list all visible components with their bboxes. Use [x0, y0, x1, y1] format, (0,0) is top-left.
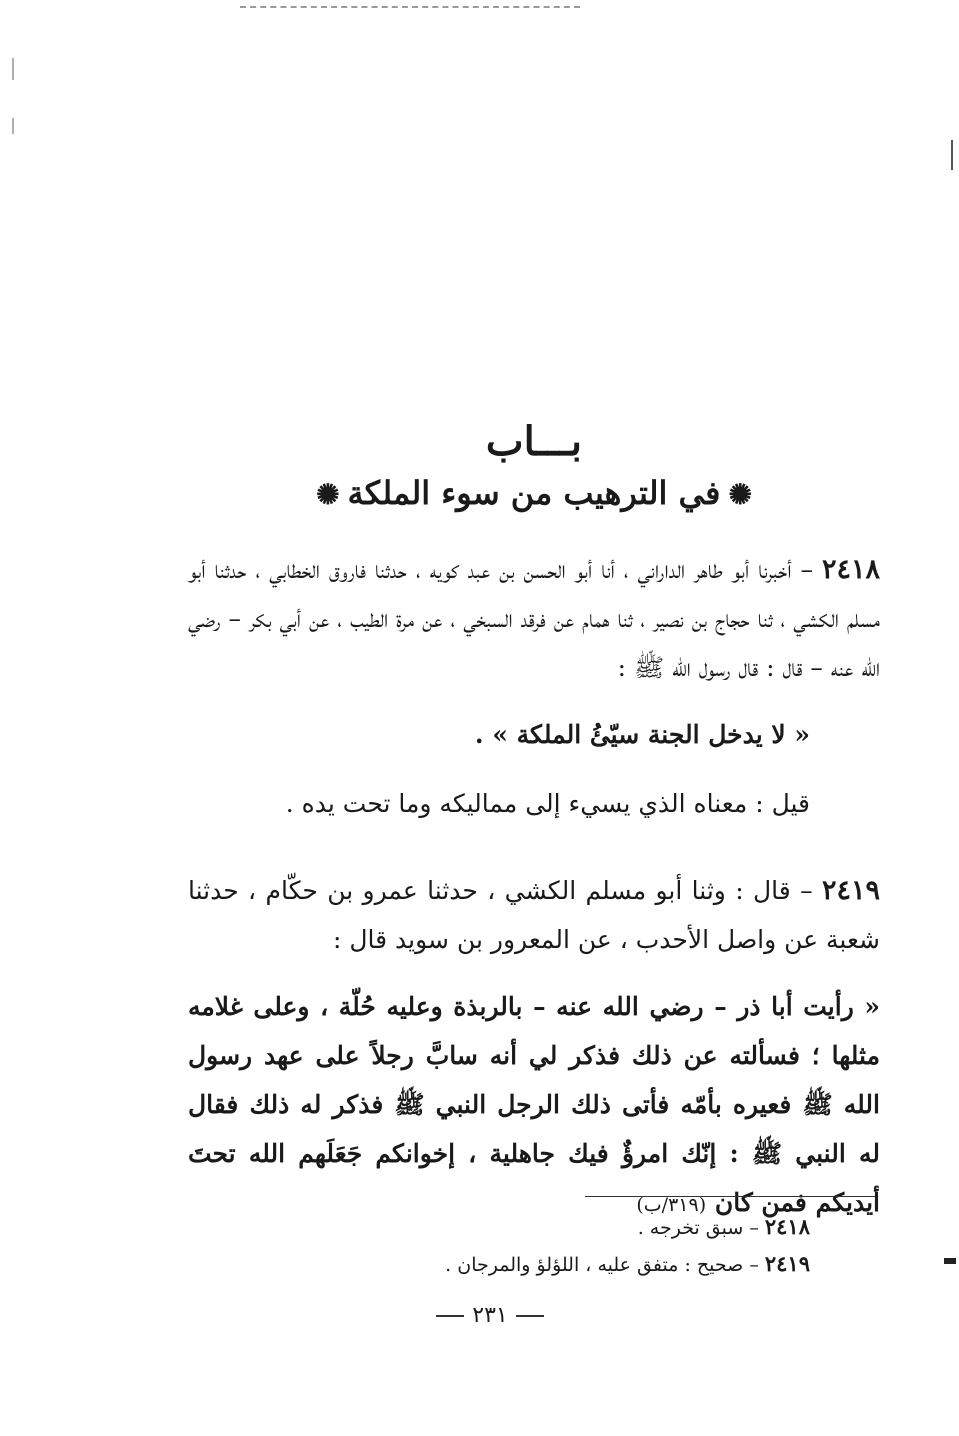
footnote-text: – سبق تخرجه .: [637, 1217, 765, 1239]
footnote-2419: [188, 1249, 810, 1280]
hadith-2419-isnad: [188, 866, 880, 964]
footnote-separator: [585, 1196, 875, 1197]
star-ornament-icon: ✺: [728, 478, 752, 511]
left-edge-mark: [12, 118, 14, 134]
star-ornament-icon: ✺: [316, 478, 340, 511]
hadith-2418-commentary: قيل : معناه الذي يسيء إلى مماليكه وما تحت يده .: [285, 789, 810, 818]
footnote-number: ٢٤١٨: [764, 1214, 810, 1239]
chapter-subtitle-text: في الترهيب من سوء الملكة: [347, 474, 721, 512]
hadith-2418-isnad: [188, 545, 880, 692]
hadith-2418: [188, 545, 880, 828]
footnote-2418: [188, 1212, 810, 1243]
footnote-text: – صحيح : متفق عليه ، اللؤلؤ والمرجان .: [445, 1254, 765, 1276]
isnad-text: – قال : وثنا أبو مسلم الكشي ، حدثنا عمرو بن حكّام ، حدثنا شعبة عن واصل الأحدب ، عن المعرور بن سويد قال :: [188, 876, 880, 954]
top-scan-dashes: [240, 6, 580, 8]
hadith-2418-matn: « لا يدخل الجنة سيّئُ الملكة » .: [474, 720, 810, 749]
dash-ornament: [436, 1315, 464, 1317]
isnad-text: – أخبرنا أبو طاهر الداراني ، أنا أبو الحسن بن عبد كويه ، حدثنا فاروق الخطابي ، حدثنا أبو مسلم الكشي ، ثنا حجاج بن نصير ، ثنا همام عن فرقد السبخي ، عن مرة الطيب ، عن أبي بكر – رضي الله عنه – قال : قال رسول الله ﷺ :: [188, 555, 880, 682]
left-edge-mark: [12, 58, 14, 80]
hadith-number: ٢٤١٩: [821, 875, 880, 906]
right-edge-mark: [951, 140, 953, 170]
dash-ornament: [516, 1315, 544, 1317]
margin-reference: (٣١٩/ب): [636, 1194, 707, 1216]
hadith-2419-matn: [188, 982, 880, 1230]
page-number-text: ٢٣١: [472, 1303, 508, 1328]
chapter-subtitle: [188, 474, 880, 512]
chapter-title: بـــاب: [485, 418, 583, 465]
hadith-2419: [188, 866, 880, 1230]
page-number: [380, 1303, 600, 1328]
matn-text: « رأيت أبا ذر – رضي الله عنه – بالربذة وعليه حُلّة ، وعلى غلامه مثلها ؛ فسألته عن ذلك فذكر لي أنه سابَّ رجلاً على عهد رسول الله ﷺ فعيره بأمّه فأتى ذلك الرجل النبي ﷺ فذكر له ذلك فقال له النبي ﷺ : إنّك امرؤٌ فيك جاهلية ، إخوانكم جَعَلَهم الله تحتَ أيديكم فمن كان: [188, 992, 880, 1217]
hadith-number: ٢٤١٨: [821, 554, 880, 585]
footnote-number: ٢٤١٩: [764, 1251, 810, 1276]
right-edge-blot: [944, 1258, 956, 1264]
